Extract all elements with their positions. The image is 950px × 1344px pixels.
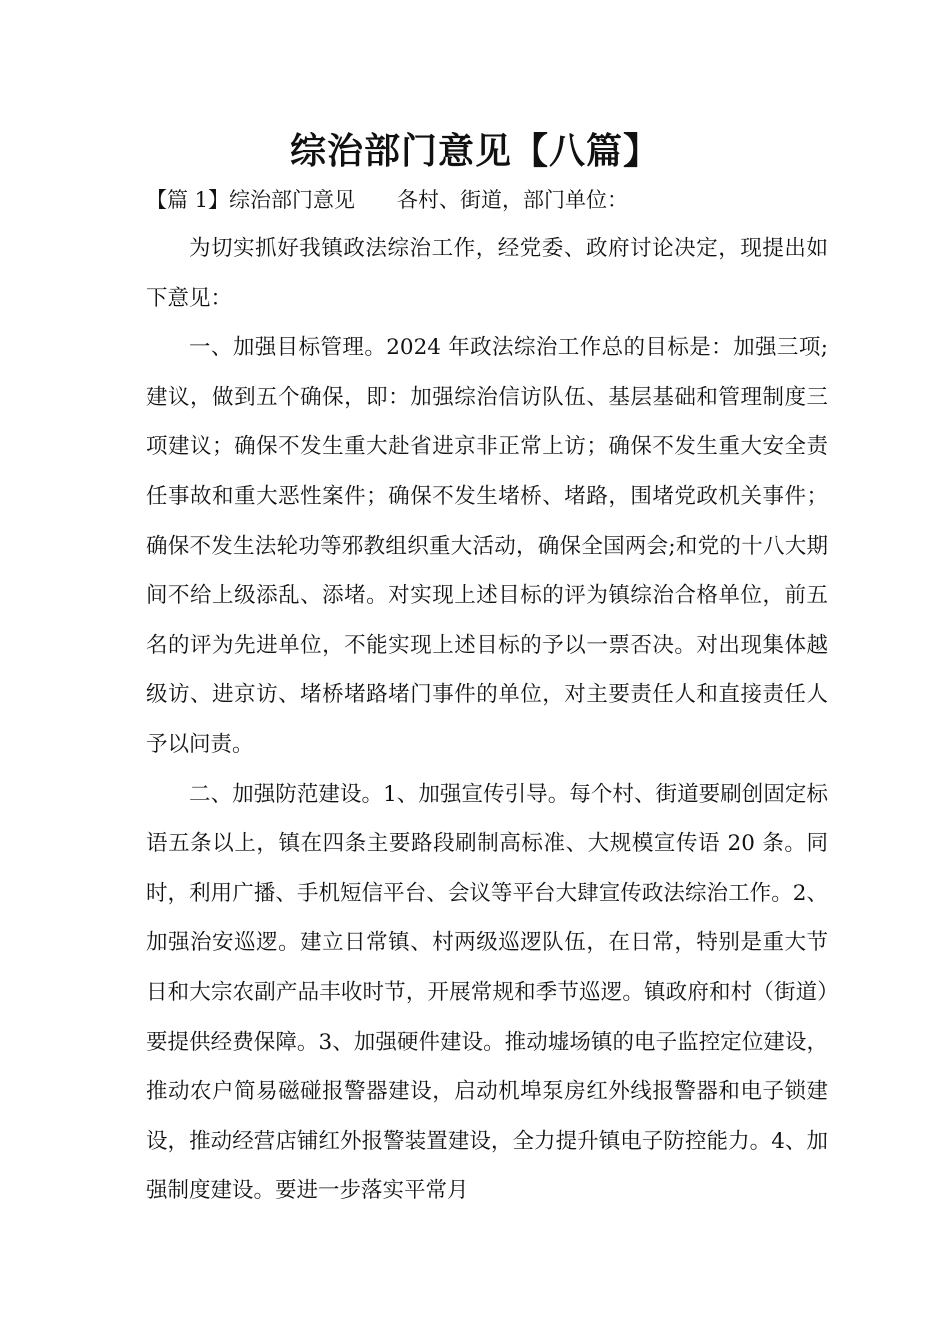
document-title: 综治部门意见【八篇】 bbox=[289, 131, 660, 172]
section-heading bbox=[146, 184, 826, 216]
section-label: 【篇 1】综治部门意见 bbox=[146, 188, 356, 212]
paragraph-target-management: 一、加强目标管理。2024 年政法综治工作总的目标是：加强三项;建议，做到五个确保，即：加强综治信访队伍、基层基础和管理制度三项建议；确保不发生重大赴省进京非正常上访；确保不发生重大安全责任事故和重大恶性案件；确保不发生堵桥、堵路，围堵党政机关事件；确保不发生法轮功等邪教组织重大活动，确保全国两会;和党的十八大期间不给上级添乱、添堵。对实现上述目标的评为镇综治合格单位，前五名的评为先进单位，不能实现上述目标的予以一票否决。对出现集体越级访、进京访、堵桥堵路堵门事件的单位，对主要责任人和直接责任人予以问责。 bbox=[146, 335, 828, 757]
paragraph-intro: 为切实抓好我镇政法综治工作，经党委、政府讨论决定，现提出如下意见： bbox=[146, 236, 828, 311]
paragraph-prevention: 二、加强防范建设。1、加强宣传引导。每个村、街道要刷创固定标语五条以上，镇在四条主要路段刷制高标准、大规模宣传语 20 条。同时，利用广播、手机短信平台、会议等平台大肆宣传政法综治工作。2、加强治安巡逻。建立日常镇、村两级巡逻队伍，在日常，特别是重大节日和大宗农副产品丰收时节，开展常规和季节巡逻。镇政府和村（街道）要提供经费保障。3、加强硬件建设。推动墟场镇的电子监控定位建设，推动农户简易磁碰报警器建设，启动机埠泵房红外线报警器和电子锁建设，推动经营店铺红外报警装置建设，全力提升镇电子防控能力。4、加强制度建设。要进一步落实平常月 bbox=[146, 781, 828, 1204]
salutation: 各村、街道，部门单位： bbox=[397, 188, 629, 212]
document-body bbox=[146, 224, 828, 1216]
